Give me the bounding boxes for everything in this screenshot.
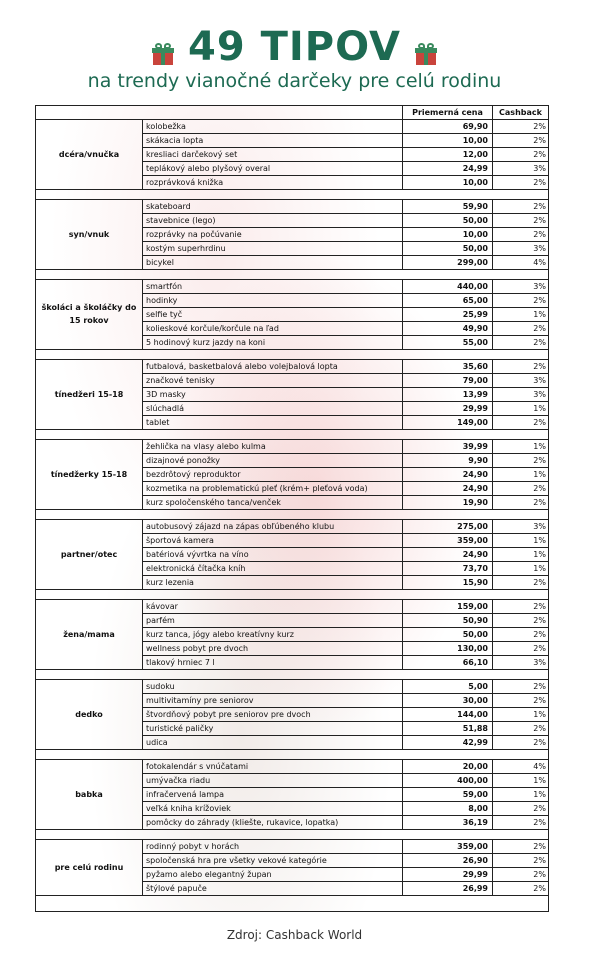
item-cell: autobusový zájazd na zápas obľúbeného klubu [142, 520, 402, 533]
cashback-cell: 2% [492, 628, 548, 641]
price-cell: 49,90 [402, 322, 492, 335]
title-row [0, 22, 589, 72]
header-divider [36, 119, 548, 120]
item-cell: kurz lezenia [142, 576, 402, 589]
cashback-cell: 1% [492, 562, 548, 575]
table-row [142, 453, 548, 467]
item-cell: dizajnové ponožky [142, 454, 402, 467]
cashback-cell: 1% [492, 402, 548, 415]
cashback-cell: 2% [492, 680, 548, 693]
item-cell: kurz tanca, jógy alebo kreatívny kurz [142, 628, 402, 641]
price-cell: 66,10 [402, 656, 492, 669]
item-cell: tlakový hrniec 7 l [142, 656, 402, 669]
table-row [142, 133, 548, 147]
cashback-cell: 2% [492, 214, 548, 227]
price-cell: 24,90 [402, 482, 492, 495]
table-row [142, 641, 548, 655]
cashback-cell: 2% [492, 322, 548, 335]
cashback-cell: 1% [492, 468, 548, 481]
category-label: tínedžeri 15-18 [54, 389, 124, 399]
item-cell: multivitamíny pre seniorov [142, 694, 402, 707]
price-cell: 65,00 [402, 294, 492, 307]
price-cell: 29,99 [402, 868, 492, 881]
column-header-price: Priemerná cena [402, 106, 492, 119]
category-divider [142, 119, 143, 189]
table-row [142, 561, 548, 575]
price-cell: 25,99 [402, 308, 492, 321]
table-row [142, 839, 548, 853]
category-label: babka [75, 789, 103, 799]
table-row [142, 575, 548, 589]
cashback-cell: 3% [492, 656, 548, 669]
table-row [142, 481, 548, 495]
price-cell: 275,00 [402, 520, 492, 533]
source-note: Zdroj: Cashback World [226, 928, 363, 942]
category-group [36, 839, 548, 895]
cashback-cell: 1% [492, 708, 548, 721]
item-cell: smartfón [142, 280, 402, 293]
price-cell: 26,90 [402, 854, 492, 867]
table-row [142, 147, 548, 161]
category-label: syn/vnuk [68, 229, 110, 239]
table-row [142, 599, 548, 613]
table-row [142, 801, 548, 815]
price-cell: 19,90 [402, 496, 492, 509]
table-row [142, 307, 548, 321]
cashback-cell: 3% [492, 242, 548, 255]
cashback-cell: 3% [492, 162, 548, 175]
table-row [142, 255, 548, 269]
cashback-cell: 2% [492, 600, 548, 613]
price-cell: 24,90 [402, 468, 492, 481]
price-cell: 299,00 [402, 256, 492, 269]
price-cell: 24,99 [402, 162, 492, 175]
item-cell: fotokalendár s vnúčatami [142, 760, 402, 773]
table-row [142, 495, 548, 509]
table-row [142, 213, 548, 227]
cashback-cell: 2% [492, 176, 548, 189]
cashback-cell: 2% [492, 360, 548, 373]
cashback-cell: 4% [492, 760, 548, 773]
price-cell: 10,00 [402, 176, 492, 189]
item-cell: spoločenská hra pre všetky vekové kategórie [142, 854, 402, 867]
cashback-cell: 2% [492, 694, 548, 707]
price-cell: 26,99 [402, 882, 492, 895]
page-subtitle: na trendy vianočné darčeky pre celú rodinu [87, 70, 502, 92]
price-cell: 69,90 [402, 120, 492, 133]
item-cell: športová kamera [142, 534, 402, 547]
cashback-cell: 2% [492, 722, 548, 735]
item-cell: stavebnice (lego) [142, 214, 402, 227]
cashback-cell: 2% [492, 148, 548, 161]
table-row [142, 655, 548, 669]
item-cell: infračervená lampa [142, 788, 402, 801]
item-cell: teplákový alebo plyšový overal [142, 162, 402, 175]
cashback-cell: 1% [492, 308, 548, 321]
table-row [142, 679, 548, 693]
column-header-cashback: Cashback [492, 106, 548, 119]
item-cell: tablet [142, 416, 402, 429]
category-divider [142, 599, 143, 669]
category-group [36, 519, 548, 589]
cashback-cell: 2% [492, 802, 548, 815]
item-cell: štýlové papuče [142, 882, 402, 895]
item-cell: kolobežka [142, 120, 402, 133]
category-group [36, 279, 548, 349]
table-row [142, 199, 548, 213]
price-cell: 50,00 [402, 242, 492, 255]
table-row [142, 547, 548, 561]
item-cell: futbalová, basketbalová alebo volejbalová lopta [142, 360, 402, 373]
category-label: školáci a školáčky do 15 rokov [41, 303, 137, 325]
price-cell: 159,00 [402, 600, 492, 613]
category-group [36, 679, 548, 749]
cashback-cell: 2% [492, 614, 548, 627]
item-cell: pyžamo alebo elegantný župan [142, 868, 402, 881]
item-cell: wellness pobyt pre dvoch [142, 642, 402, 655]
table-row [142, 773, 548, 787]
item-cell: selfie tyč [142, 308, 402, 321]
price-cell: 35,60 [402, 360, 492, 373]
cashback-cell: 2% [492, 454, 548, 467]
table-row [142, 241, 548, 255]
table-row [142, 373, 548, 387]
cashback-cell: 1% [492, 440, 548, 453]
price-cell: 50,00 [402, 214, 492, 227]
cashback-cell: 2% [492, 816, 548, 829]
table-row [142, 335, 548, 349]
page-title: 49 TIPOV [188, 24, 401, 70]
item-cell: kostým superhrdinu [142, 242, 402, 255]
table-row [142, 161, 548, 175]
cashback-cell: 2% [492, 294, 548, 307]
price-cell: 10,00 [402, 134, 492, 147]
cashback-cell: 2% [492, 482, 548, 495]
table-row [142, 439, 548, 453]
table-row [142, 119, 548, 133]
price-cell: 359,00 [402, 840, 492, 853]
table-row [142, 293, 548, 307]
table-row [142, 401, 548, 415]
category-label: pre celú rodinu [54, 862, 124, 872]
cashback-cell: 1% [492, 788, 548, 801]
price-cell: 36,19 [402, 816, 492, 829]
table-row [142, 735, 548, 749]
cashback-cell: 2% [492, 496, 548, 509]
item-cell: bicykel [142, 256, 402, 269]
price-cell: 20,00 [402, 760, 492, 773]
category-group [36, 359, 548, 429]
item-cell: značkové tenisky [142, 374, 402, 387]
category-divider [142, 679, 143, 749]
price-cell: 400,00 [402, 774, 492, 787]
gift-table [35, 105, 549, 912]
table-row [142, 787, 548, 801]
item-cell: batériová vývrtka na víno [142, 548, 402, 561]
cashback-cell: 2% [492, 134, 548, 147]
price-cell: 39,99 [402, 440, 492, 453]
price-cell: 13,99 [402, 388, 492, 401]
table-row [142, 613, 548, 627]
table-row [142, 693, 548, 707]
price-cell: 73,70 [402, 562, 492, 575]
table-row [142, 279, 548, 293]
table-row [142, 867, 548, 881]
price-cell: 42,99 [402, 736, 492, 749]
price-cell: 51,88 [402, 722, 492, 735]
item-cell: kolieskové korčule/korčule na ľad [142, 322, 402, 335]
item-cell: kozmetika na problematickú pleť (krém+ pleťová voda) [142, 482, 402, 495]
gift-icon [415, 43, 437, 65]
category-divider [142, 279, 143, 349]
category-divider [142, 519, 143, 589]
table-row [142, 387, 548, 401]
category-divider [142, 839, 143, 895]
table-row [142, 707, 548, 721]
table-row [142, 519, 548, 533]
table-row [142, 321, 548, 335]
price-cell: 50,90 [402, 614, 492, 627]
cashback-cell: 2% [492, 228, 548, 241]
item-cell: žehlička na vlasy alebo kulma [142, 440, 402, 453]
category-group [36, 759, 548, 829]
cashback-cell: 2% [492, 416, 548, 429]
cashback-cell: 2% [492, 854, 548, 867]
item-cell: kávovar [142, 600, 402, 613]
table-row [142, 759, 548, 773]
category-label: dcéra/vnučka [58, 149, 120, 159]
item-cell: umývačka riadu [142, 774, 402, 787]
cashback-cell: 2% [492, 736, 548, 749]
cashback-cell: 3% [492, 388, 548, 401]
table-row [142, 815, 548, 829]
table-row [142, 227, 548, 241]
item-cell: hodinky [142, 294, 402, 307]
price-cell: 79,00 [402, 374, 492, 387]
cashback-cell: 1% [492, 774, 548, 787]
table-header [36, 106, 548, 119]
price-cell: 144,00 [402, 708, 492, 721]
cashback-cell: 2% [492, 642, 548, 655]
item-cell: 3D masky [142, 388, 402, 401]
category-label: dedko [75, 709, 103, 719]
cashback-cell: 1% [492, 534, 548, 547]
cashback-cell: 3% [492, 280, 548, 293]
price-cell: 59,00 [402, 788, 492, 801]
category-group [36, 199, 548, 269]
price-cell: 15,90 [402, 576, 492, 589]
item-cell: turistické paličky [142, 722, 402, 735]
cashback-cell: 2% [492, 200, 548, 213]
item-cell: rozprávky na počúvanie [142, 228, 402, 241]
price-cell: 12,00 [402, 148, 492, 161]
category-label: žena/mama [63, 629, 115, 639]
item-cell: skákacia lopta [142, 134, 402, 147]
price-cell: 9,90 [402, 454, 492, 467]
category-group [36, 599, 548, 669]
item-cell: udica [142, 736, 402, 749]
item-cell: kurz spoločenského tanca/venček [142, 496, 402, 509]
cashback-cell: 3% [492, 520, 548, 533]
gift-icon [152, 43, 174, 65]
table-row [142, 627, 548, 641]
price-cell: 5,00 [402, 680, 492, 693]
category-group [36, 439, 548, 509]
cashback-cell: 3% [492, 374, 548, 387]
item-cell: skateboard [142, 200, 402, 213]
item-cell: elektronická čítačka kníh [142, 562, 402, 575]
table-row [142, 881, 548, 895]
cashback-cell: 4% [492, 256, 548, 269]
table-row [142, 175, 548, 189]
item-cell: parfém [142, 614, 402, 627]
price-cell: 30,00 [402, 694, 492, 707]
cashback-cell: 2% [492, 840, 548, 853]
table-row [142, 533, 548, 547]
item-cell: kresliaci darčekový set [142, 148, 402, 161]
cashback-cell: 2% [492, 576, 548, 589]
item-cell: veľká kniha krížoviek [142, 802, 402, 815]
item-cell: slúchadlá [142, 402, 402, 415]
item-cell: rodinný pobyt v horách [142, 840, 402, 853]
item-cell: štvordňový pobyt pre seniorov pre dvoch [142, 708, 402, 721]
cashback-cell: 1% [492, 548, 548, 561]
category-label: partner/otec [60, 549, 118, 559]
category-divider [142, 439, 143, 509]
category-label: tínedžerky 15-18 [50, 469, 128, 479]
price-cell: 29,99 [402, 402, 492, 415]
cashback-cell: 2% [492, 120, 548, 133]
category-divider [142, 199, 143, 269]
price-cell: 50,00 [402, 628, 492, 641]
price-cell: 59,90 [402, 200, 492, 213]
cashback-cell: 2% [492, 336, 548, 349]
price-cell: 10,00 [402, 228, 492, 241]
category-group [36, 119, 548, 189]
price-cell: 130,00 [402, 642, 492, 655]
price-cell: 24,90 [402, 548, 492, 561]
cashback-cell: 2% [492, 882, 548, 895]
table-row [142, 359, 548, 373]
table-row [142, 721, 548, 735]
price-cell: 8,00 [402, 802, 492, 815]
item-cell: sudoku [142, 680, 402, 693]
item-cell: bezdrôtový reproduktor [142, 468, 402, 481]
price-cell: 55,00 [402, 336, 492, 349]
table-row [142, 853, 548, 867]
table-row [142, 467, 548, 481]
price-cell: 149,00 [402, 416, 492, 429]
category-divider [142, 359, 143, 429]
cashback-cell: 2% [492, 868, 548, 881]
price-cell: 359,00 [402, 534, 492, 547]
item-cell: rozprávková knižka [142, 176, 402, 189]
price-cell: 440,00 [402, 280, 492, 293]
item-cell: 5 hodinový kurz jazdy na koni [142, 336, 402, 349]
item-cell: pomôcky do záhrady (kliešte, rukavice, lopatka) [142, 816, 402, 829]
header [0, 0, 589, 100]
table-row [142, 415, 548, 429]
category-divider [142, 759, 143, 829]
